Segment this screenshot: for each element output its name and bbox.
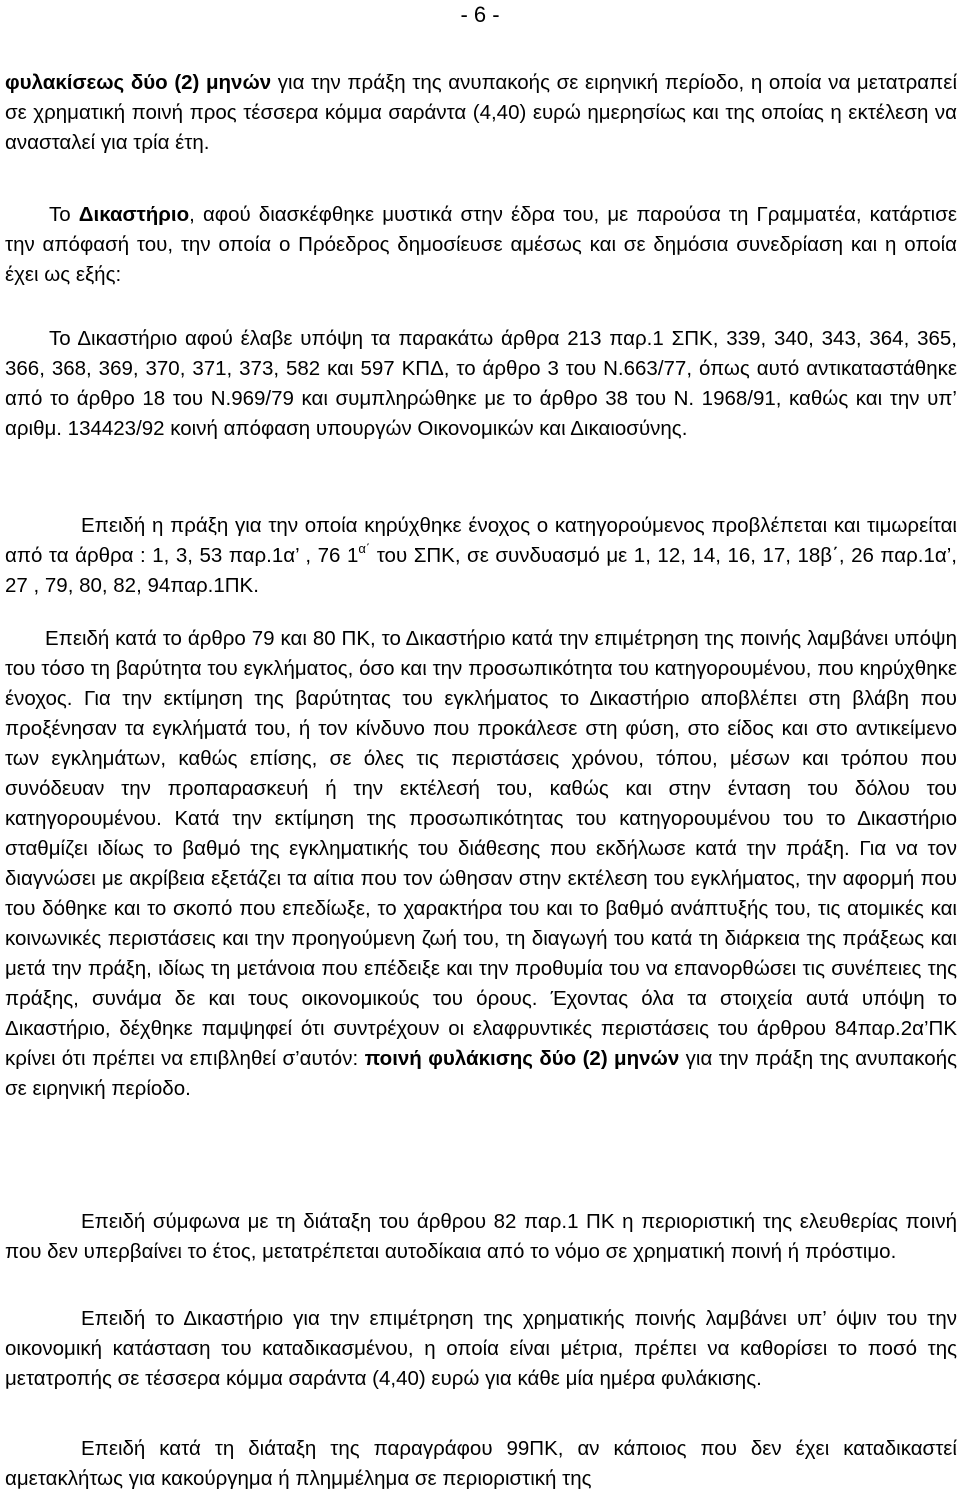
paragraph-provisions [5,511,957,601]
paragraph-articles: Το Δικαστήριο αφού έλαβε υπόψη τα παρακάτω άρθρα 213 παρ.1 ΣΠΚ, 339, 340, 343, 364, 365, 366, 368, 369, 370, 371, 373, 582 και 597 ΚΠΔ, το άρθρο 3 του Ν.663/77, όπως αυτό αντικαταστάθηκε από το άρθρο 18 του Ν.969/79 και συμπληρώθηκε με το άρθρο 38 του Ν. 1968/91, καθώς και την υπ’ αριθμ. 134423/92 κοινή απόφαση υπουργών Οικονομικών και Δικαιοσύνης. [5,327,957,440]
paragraph-suspension: Επειδή κατά τη διάταξη της παραγράφου 99ΠΚ, αν κάποιος που δεν έχει καταδικαστεί αμετακλήτως για κακούργημα ή πλημμέλημα σε περιοριστική της [5,1437,957,1490]
bold-sentence: φυλακίσεως δύο (2) μηνών [5,71,272,94]
bold-court: Δικαστήριο [78,203,190,226]
superscript: α΄ [358,541,371,556]
paragraph-sentencing [5,624,957,1104]
bold-penalty: ποινή φυλάκισης δύο (2) μηνών [364,1047,680,1070]
paragraph-text: Επειδή κατά το άρθρο 79 και 80 ΠΚ, το Δικαστήριο κατά την επιμέτρηση της ποινής λαμβάνει υπόψη του τόσο τη βαρύτητα του εγκλήματος, όσο και την προσωπικότητα του κατηγορουμένου, που κηρύχθηκε ένοχος. Για την εκτίμηση της βαρύτητας του εγκλήματος το Δικαστήριο αποβλέπει στη βλάβη που προξένησαν τα εγκλήματά του, ή τον κίνδυνο που προκάλεσε στη φύση, στο είδος και στο αντικείμενο των εγκλημάτων, καθώς επίσης, σε όλες τις περιστάσεις χρόνου, τόπου, μέσων και τρόπου που συνόδευαν την προπαρασκευή ή την εκτέλεσή του, καθώς και στην ένταση του δόλου του κατηγορουμένου. Κατά την εκτίμηση της προσωπικότητας του κατηγορουμένου του το Δικαστήριο σταθμίζει ιδίως το βαθμό της εγκληματικής του διάθεσης που εκδήλωσε κατά την πράξη. Για να τον διαγνώσει με ακρίβεια εξετάζει τα αίτια που τον ώθησαν στην εκτέλεση του εγκλήματος, την αφορμή που του δόθηκε και το σκοπό που επεδίωξε, το χαρακτήρα του και το βαθμό ανάπτυξής του, τις ατομικές και κοινωνικές περιστάσεις και την προηγούμενη ζωή του, τη διαγωγή του κατά τη διάρκεια της πράξεως και μετά την πράξη, ιδίως τη μετάνοια που επέδειξε και την προθυμία του να επανορθώσει τις συνέπειες της πράξης, συνάμα δε και τους οικονομικούς του όρους. Έχοντας όλα τα στοιχεία αυτά υπόψη το Δικαστήριο, δέχθηκε παμψηφεί ότι συντρέχουν οι ελαφρυντικές περιστάσεις του άρθρου 84παρ.2α’ΠΚ κρίνει ότι πρέπει να επιβληθεί σ’αυτόν: [5,627,957,1070]
paragraph-sentence-continuation [5,68,957,158]
page-number: - 6 - [460,2,500,27]
paragraph-text: του ΣΠΚ, σε συνδυασμό με 1, 12, 14, 16, 17, 18β΄, 26 παρ.1α’, 27 , 79, 80, 82, 94παρ.1ΠΚ. [5,544,958,597]
paragraph-conversion: Επειδή σύμφωνα με τη διάταξη του άρθρου 82 παρ.1 ΠΚ η περιοριστική της ελευθερίας ποινή που δεν υπερβαίνει το έτος, μετατρέπεται αυτοδίκαια από το νόμο σε χρηματική ποινή ή πρόστιμο. [5,1210,957,1263]
paragraph-text: , αφού διασκέφθηκε μυστικά στην έδρα του, με παρούσα τη Γραμματέα, κατάρτισε την απόφασή του, την οποία ο Πρόεδρος δημοσίευσε αμέσως και σε δημόσια συνεδρίαση και η οποία έχει ως εξής: [5,203,957,286]
paragraph-lead: Το [49,203,79,226]
paragraph-deliberation [5,200,957,290]
paragraph-text: για την πράξη της ανυπακοής σε ειρηνική περίοδο. [5,1047,957,1100]
paragraph-text: Επειδή η πράξη για την οποία κηρύχθηκε ένοχος ο κατηγορούμενος προβλέπεται και τιμωρείται από τα άρθρα : 1, 3, 53 παρ.1α’ , 76 1 [5,514,957,567]
paragraph-text: για την πράξη της ανυπακοής σε ειρηνική περίοδο, η οποία να μετατραπεί σε χρηματική ποινή προς τέσσερα κόμμα σαράντα (4,40) ευρώ ημερησίως και της οποίας η εκτέλεση να ανασταλεί για τρία έτη. [5,71,957,154]
paragraph-fine-amount: Επειδή το Δικαστήριο για την επιμέτρηση της χρηματικής ποινής λαμβάνει υπ’ όψιν του την οικονομική κατάσταση του καταδικασμένου, η οποία είναι μέτρια, πρέπει να καθορίσει το ποσό της μετατροπής σε τέσσερα κόμμα σαράντα (4,40) ευρώ για κάθε μία ημέρα φυλάκισης. [5,1307,957,1390]
